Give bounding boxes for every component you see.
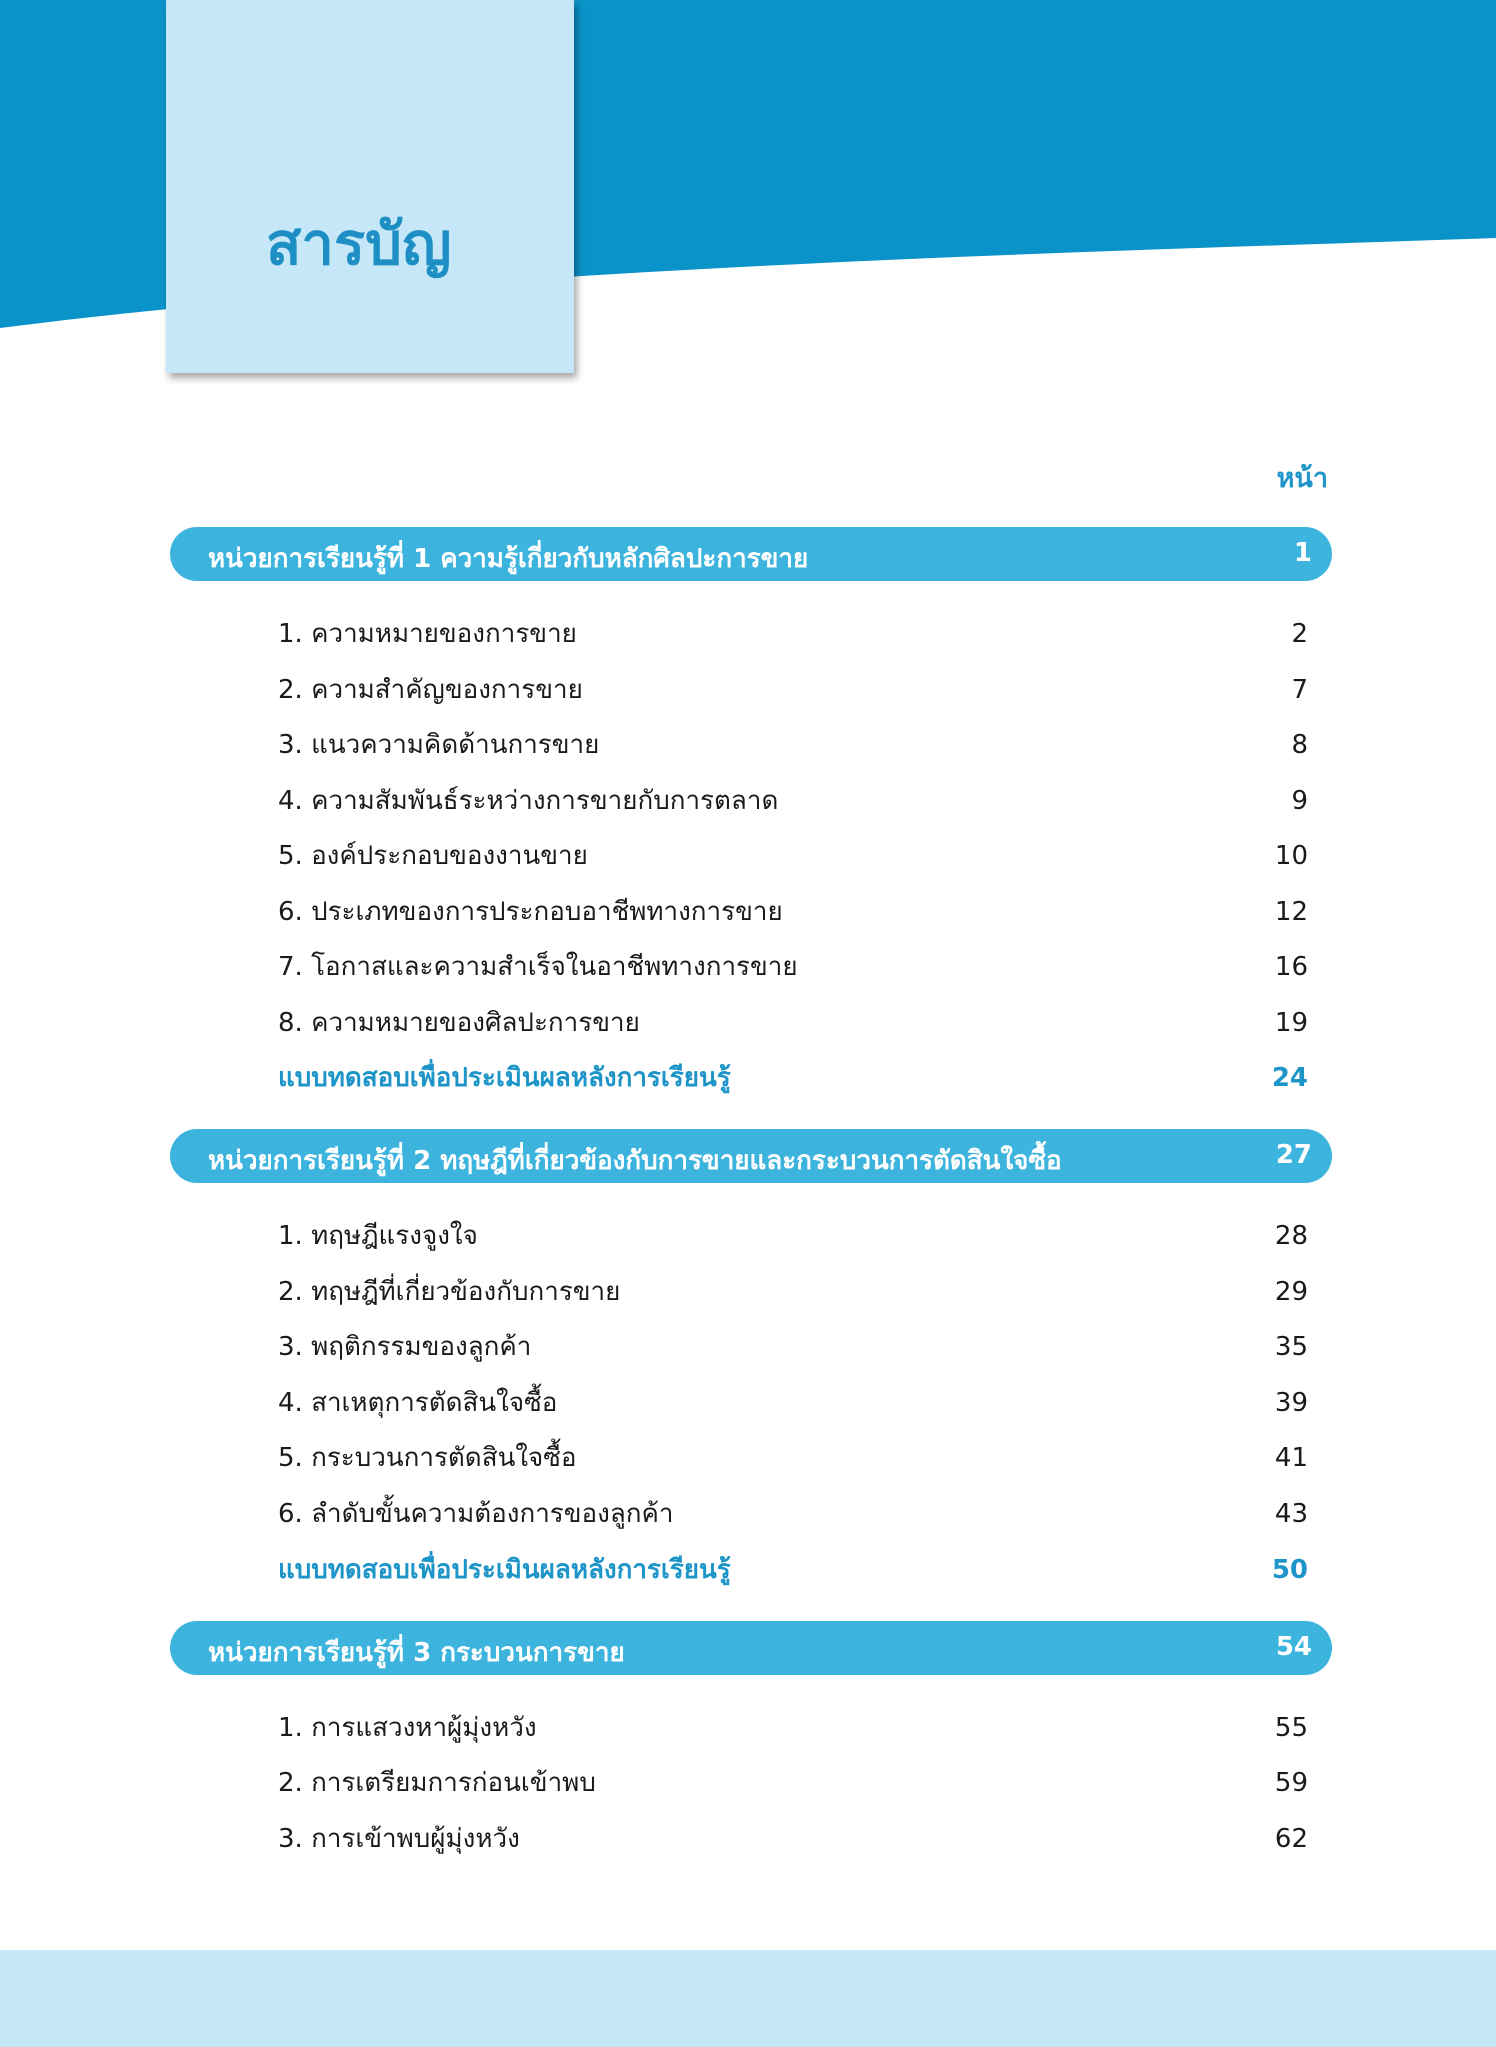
toc-entry[interactable]	[278, 1003, 1308, 1043]
toc-entry[interactable]	[278, 1327, 1308, 1367]
unit-page-number: 27	[1275, 1140, 1312, 1170]
entry-page-number: 29	[1274, 1277, 1308, 1307]
toc-entry[interactable]	[278, 1438, 1308, 1478]
unit-heading-3[interactable]	[170, 1621, 1332, 1675]
toc-entry[interactable]	[278, 1216, 1308, 1256]
entry-title: 1. ความหมายของการขาย	[278, 619, 577, 649]
entry-title: 4. สาเหตุการตัดสินใจซื้อ	[278, 1388, 558, 1418]
footer-band	[0, 1950, 1496, 2047]
entry-title: 6. ลำดับขั้นความต้องการของลูกค้า	[278, 1499, 674, 1529]
toc-entry[interactable]	[278, 1708, 1308, 1748]
toc-entry[interactable]	[278, 892, 1308, 932]
entry-page-number: 19	[1274, 1008, 1308, 1038]
entry-page-number: 28	[1274, 1221, 1308, 1251]
quiz-page-number: 24	[1271, 1063, 1308, 1093]
toc-quiz-entry[interactable]	[278, 1550, 1308, 1590]
toc-entry[interactable]	[278, 614, 1308, 654]
title-card	[166, 0, 574, 373]
entry-page-number: 10	[1274, 841, 1308, 871]
entry-title: 3. แนวความคิดด้านการขาย	[278, 730, 600, 760]
entry-title: 2. การเตรียมการก่อนเข้าพบ	[278, 1768, 596, 1798]
unit-page-number: 1	[1293, 538, 1312, 568]
entry-title: 5. กระบวนการตัดสินใจซื้อ	[278, 1443, 577, 1473]
toc-entry[interactable]	[278, 1494, 1308, 1534]
toc-entry[interactable]	[278, 1819, 1308, 1859]
entry-page-number: 12	[1274, 897, 1308, 927]
entry-title: 1. ทฤษฎีแรงจูงใจ	[278, 1221, 478, 1251]
toc-entry[interactable]	[278, 781, 1308, 821]
unit-title: หน่วยการเรียนรู้ที่ 2 ทฤษฎีที่เกี่ยวข้องกับการขายและกระบวนการตัดสินใจซื้อ	[208, 1146, 1062, 1176]
entry-title: 4. ความสัมพันธ์ระหว่างการขายกับการตลาด	[278, 786, 779, 816]
unit-page-number: 54	[1275, 1632, 1312, 1662]
entry-title: 8. ความหมายของศิลปะการขาย	[278, 1008, 640, 1038]
unit-heading-1[interactable]	[170, 527, 1332, 581]
entry-title: 3. พฤติกรรมของลูกค้า	[278, 1332, 532, 1362]
toc-entry[interactable]	[278, 725, 1308, 765]
quiz-page-number: 50	[1271, 1555, 1308, 1585]
entry-page-number: 7	[1291, 675, 1308, 705]
toc-quiz-entry[interactable]	[278, 1058, 1308, 1098]
entry-page-number: 62	[1274, 1824, 1308, 1854]
toc-entry[interactable]	[278, 1383, 1308, 1423]
entry-page-number: 55	[1274, 1713, 1308, 1743]
entry-page-number: 41	[1274, 1443, 1308, 1473]
entry-page-number: 2	[1291, 619, 1308, 649]
entry-page-number: 59	[1274, 1768, 1308, 1798]
entry-title: 5. องค์ประกอบของงานขาย	[278, 841, 588, 871]
entry-page-number: 8	[1291, 730, 1308, 760]
entry-page-number: 9	[1291, 786, 1308, 816]
unit-title: หน่วยการเรียนรู้ที่ 1 ความรู้เกี่ยวกับหลักศิลปะการขาย	[208, 544, 809, 574]
entry-page-number: 39	[1274, 1388, 1308, 1418]
toc-entry[interactable]	[278, 670, 1308, 710]
entry-title: 6. ประเภทของการประกอบอาชีพทางการขาย	[278, 897, 783, 927]
toc-entry[interactable]	[278, 836, 1308, 876]
toc-entry[interactable]	[278, 1763, 1308, 1803]
entry-title: 3. การเข้าพบผู้มุ่งหวัง	[278, 1824, 520, 1854]
toc-entry[interactable]	[278, 1272, 1308, 1312]
entry-title: 2. ทฤษฎีที่เกี่ยวข้องกับการขาย	[278, 1277, 621, 1307]
entry-title: 7. โอกาสและความสำเร็จในอาชีพทางการขาย	[278, 952, 798, 982]
unit-title: หน่วยการเรียนรู้ที่ 3 กระบวนการขาย	[208, 1638, 625, 1668]
entry-title: 2. ความสำคัญของการขาย	[278, 675, 583, 705]
page-column-header: หน้า	[1276, 463, 1328, 494]
quiz-title: แบบทดสอบเพื่อประเมินผลหลังการเรียนรู้	[278, 1555, 731, 1585]
quiz-title: แบบทดสอบเพื่อประเมินผลหลังการเรียนรู้	[278, 1063, 731, 1093]
unit-heading-2[interactable]	[170, 1129, 1332, 1183]
toc-entry[interactable]	[278, 947, 1308, 987]
entry-title: 1. การแสวงหาผู้มุ่งหวัง	[278, 1713, 537, 1743]
page-title: สารบัญ	[266, 210, 452, 278]
entry-page-number: 35	[1274, 1332, 1308, 1362]
entry-page-number: 16	[1274, 952, 1308, 982]
entry-page-number: 43	[1274, 1499, 1308, 1529]
